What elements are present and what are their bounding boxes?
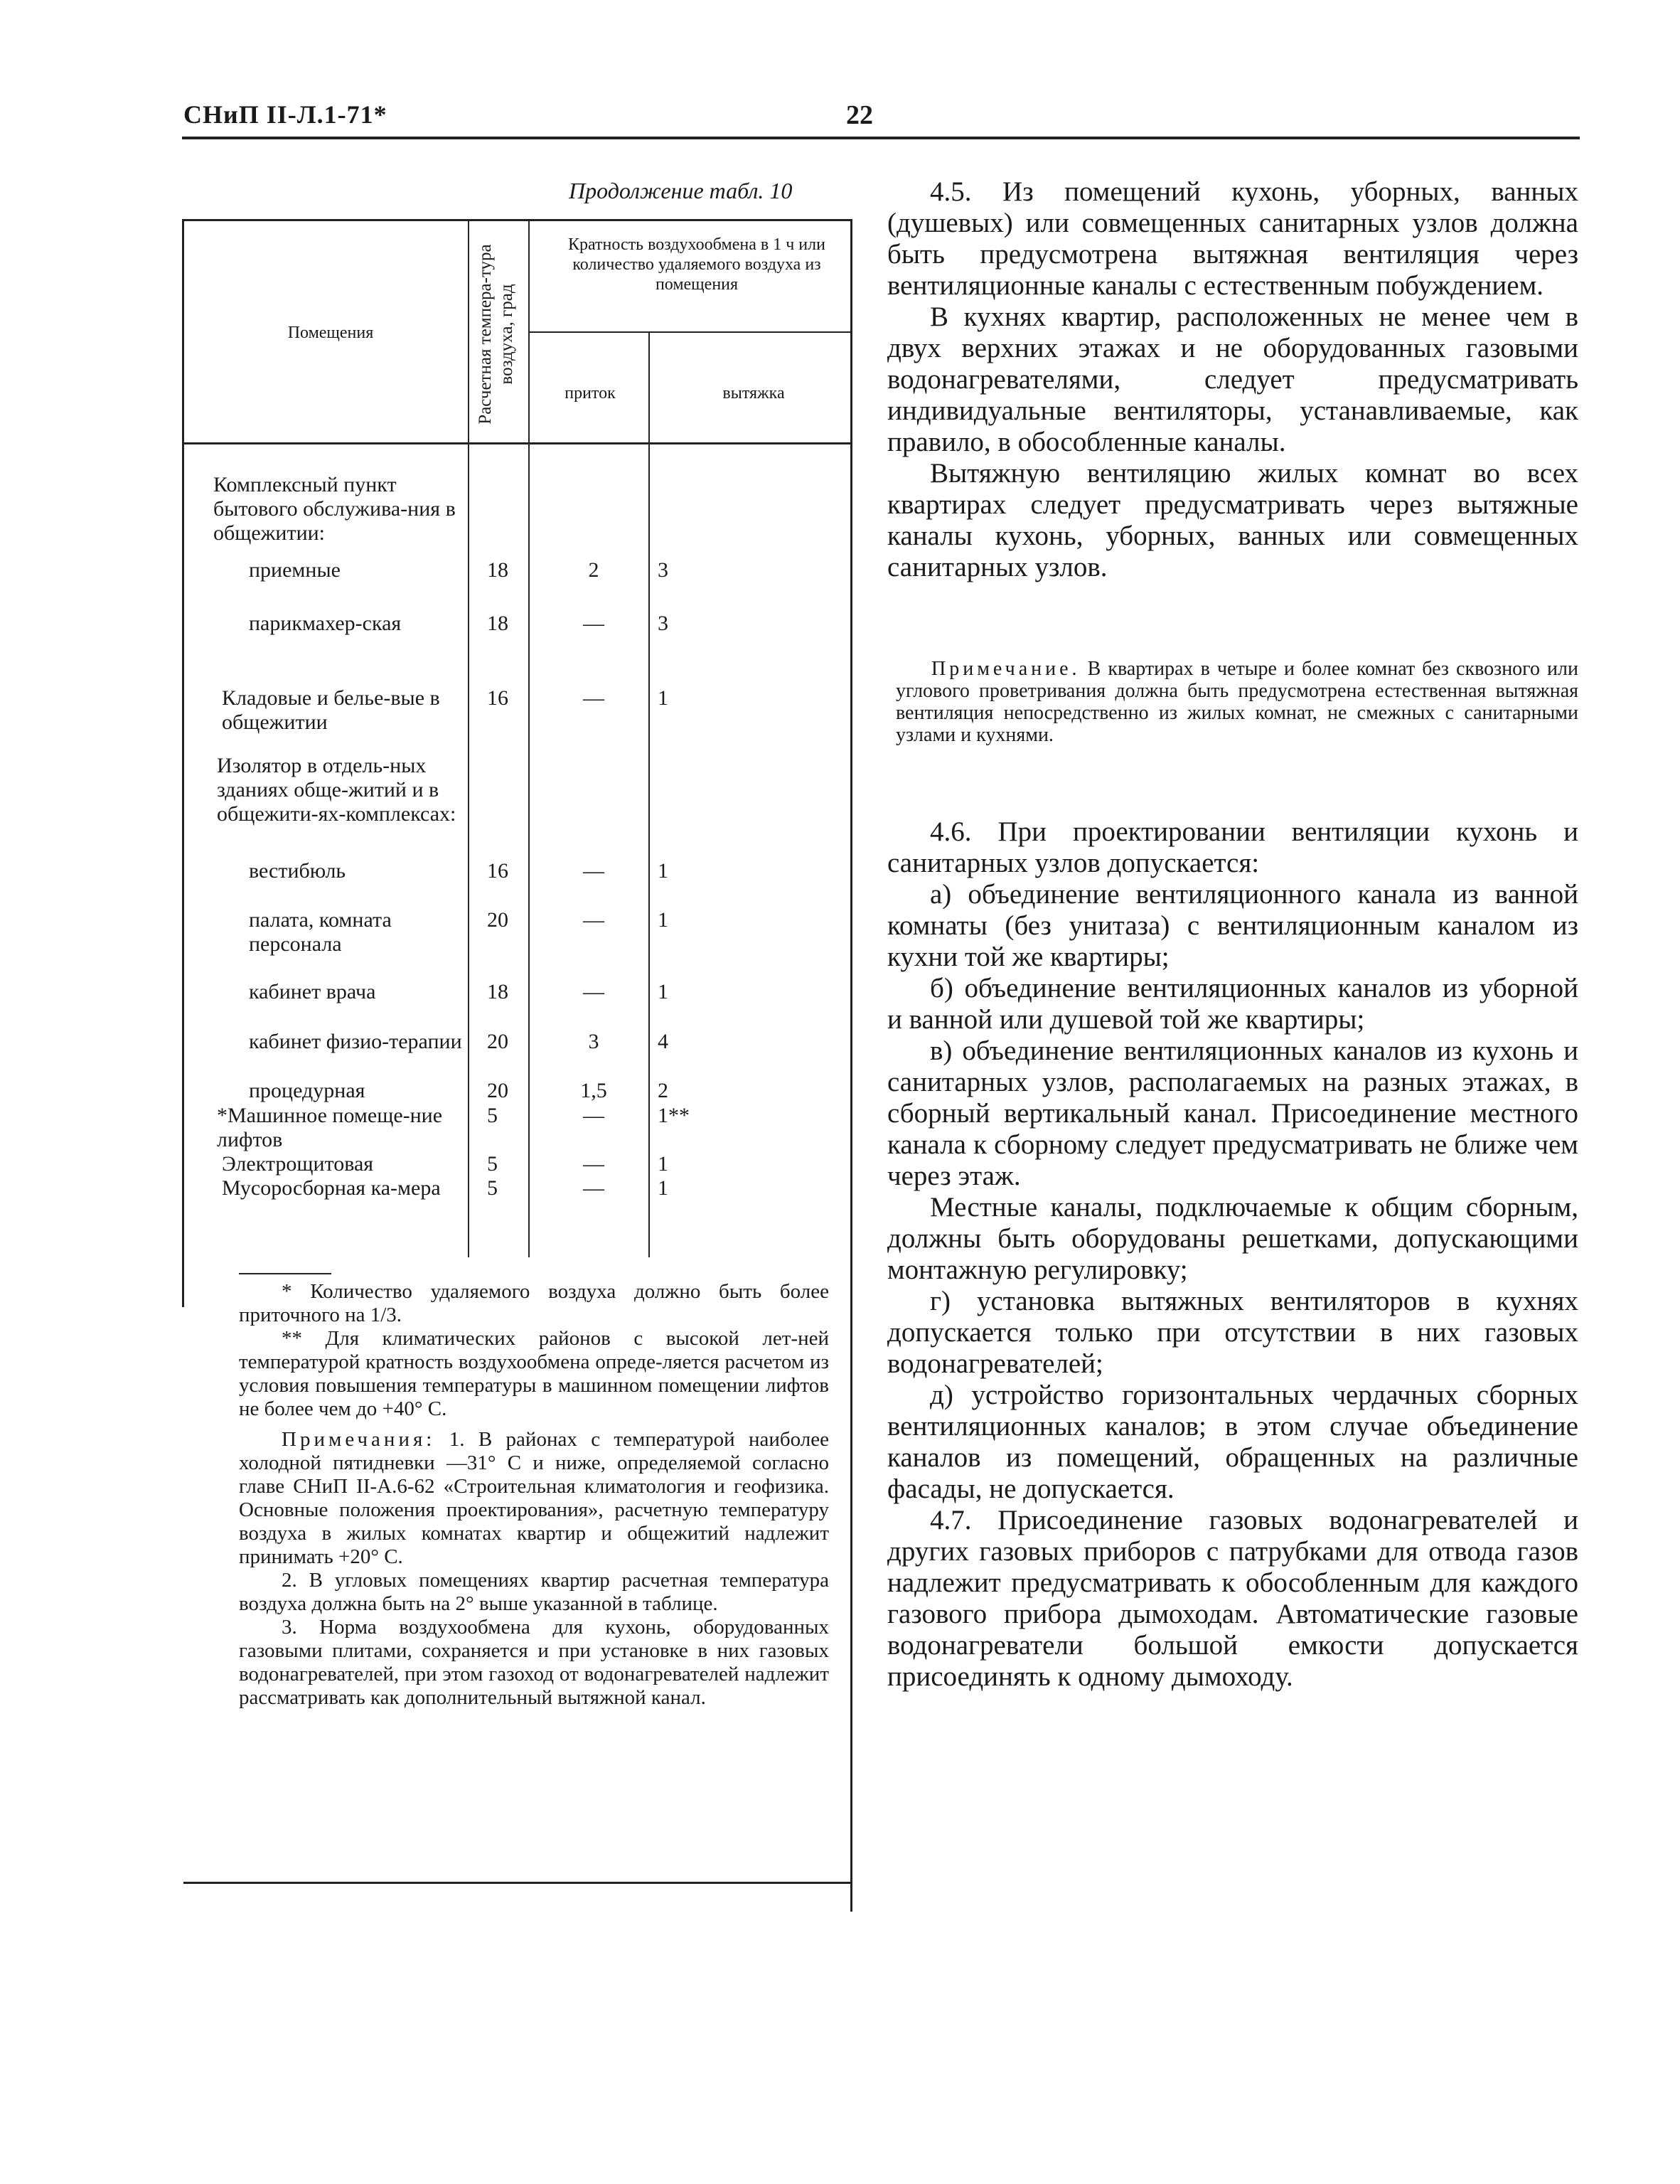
item-a: а) объединение вентиляционного канала из ванной комнаты (без унитаза) с вентиляционным каналом из кухни той же квартиры; (887, 879, 1578, 972)
row-name: Комплексный пункт бытового обслужива-ния в общежитии: (213, 473, 456, 545)
row-name: вестибюль (249, 859, 346, 883)
row-name: парикмахер-ская (249, 612, 402, 635)
header-rule (182, 137, 1580, 139)
page-number: 22 (846, 100, 873, 130)
row-temp: 20 (487, 1079, 508, 1102)
table-subhead-rule (530, 331, 852, 333)
row-name: приемные (249, 558, 341, 582)
row-inflow: — (583, 859, 604, 883)
note-3: 3. Норма воздухообмена для кухонь, оборудованных газовыми плитами, сохраняется и при установке в них газовых водонагревателей, при этом газоход от водонагревателей надлежит рассматривать как дополнительный вытяжной канал. (239, 1616, 829, 1709)
header-inflow: приток (565, 384, 616, 403)
item-g: г) установка вытяжных вентиляторов в кухнях допускается только при отсутствии в них газовых водонагревателей; (887, 1286, 1578, 1379)
row-inflow: — (583, 686, 604, 710)
row-inflow: 1,5 (580, 1079, 607, 1102)
row-name: палата, комната персонала (249, 908, 392, 956)
header-exchange-rate: Кратность воздухообмена в 1 ч или количество удаляемого воздуха из помещения (568, 235, 825, 294)
row-inflow: 2 (588, 558, 599, 582)
row-inflow: — (583, 612, 604, 635)
table-col-divider (648, 331, 650, 1257)
row-temp: 20 (487, 1030, 508, 1053)
row-inflow: — (583, 1176, 604, 1200)
row-exhaust: 1** (658, 1104, 690, 1127)
footnote-1: * Количество удаляемого воздуха должно быть более приточного на 1/3. (239, 1280, 829, 1326)
table-bottom-rule (183, 1882, 852, 1884)
row-exhaust: 4 (658, 1030, 668, 1053)
notes-label: Примечания: (282, 1428, 436, 1451)
right-note (896, 658, 1578, 746)
row-temp: 5 (487, 1152, 498, 1176)
row-temp: 16 (487, 686, 508, 710)
row-temp: 20 (487, 908, 508, 932)
footnote-rule (239, 1273, 331, 1274)
header-rooms: Помещения (287, 324, 374, 342)
row-inflow: — (583, 1152, 604, 1176)
row-inflow: 3 (588, 1030, 599, 1053)
table-continuation: Продолжение табл. 10 (569, 178, 793, 203)
table-col-divider (468, 219, 469, 1257)
item-v: в) объединение вентиляционных каналов из кухонь и санитарных узлов, располагаемых на разных этажах, в сборный вертикальный канал. Присоединение местного канала к сборному следует предусматривать не ближе чем через этаж. (887, 1035, 1578, 1191)
row-exhaust: 1 (658, 980, 668, 1003)
row-temp: 18 (487, 612, 508, 635)
row-name: кабинет физио-терапии (249, 1030, 462, 1053)
table-head-rule (183, 442, 852, 444)
row-inflow: — (583, 980, 604, 1003)
row-temp: 18 (487, 980, 508, 1003)
row-name: процедурная (249, 1079, 365, 1102)
table-right-border (850, 219, 852, 1912)
row-exhaust: 1 (658, 686, 668, 710)
row-temp: 5 (487, 1104, 498, 1127)
item-d: д) устройство горизонтальных чердачных сборных вентиляционных каналов; в этом случае объединение каналов из помещений, обращенных на различные фасады, не допускается. (887, 1380, 1578, 1504)
note-label: Примечание. (931, 658, 1081, 680)
row-exhaust: 1 (658, 1152, 668, 1176)
footnotes (239, 1280, 829, 1710)
row-exhaust: 3 (658, 558, 668, 582)
row-exhaust: 1 (658, 908, 668, 932)
row-temp: 18 (487, 558, 508, 582)
header-exhaust: вытяжка (722, 384, 785, 403)
row-inflow: — (583, 908, 604, 932)
paragraph-4-6: 4.6. При проектировании вентиляции кухонь и санитарных узлов допускается: (887, 816, 1578, 878)
row-name: кабинет врача (249, 980, 376, 1003)
paragraph-4-7: 4.7. Присоединение газовых водонагревателей и других газовых приборов с патрубками для отвода газов надлежит предусматривать к обособленным для каждого газового прибора дымоходам. Автоматические газовые водонагреватели большой емкости допускается присоединять к одному дымоходу. (887, 1505, 1578, 1692)
paragraph-4-5-rooms: Вытяжную вентиляцию жилых комнат во всех квартирах следует предусматривать через вытяжные каналы кухонь, уборных, ванных или совмещенных санитарных узлов. (887, 458, 1578, 582)
row-name: Электрощитовая (222, 1152, 374, 1176)
header-temperature: Расчетная темпера-тура воздуха, град (476, 244, 516, 425)
item-b: б) объединение вентиляционных каналов из уборной и ванной или душевой той же квартиры; (887, 973, 1578, 1035)
table-top-rule (183, 219, 852, 221)
row-inflow: — (583, 1104, 604, 1127)
paragraph-4-5-kitchens: В кухнях квартир, расположенных не менее чем в двух верхних этажах и не оборудованных газовыми водонагревателями, следует предусматривать индивидуальные вентиляторы, устанавливаемые, как правило, в обособленные каналы. (887, 302, 1578, 457)
row-temp: 5 (487, 1176, 498, 1200)
right-column-bottom (887, 816, 1578, 1693)
right-column-top (887, 176, 1578, 583)
document-code: СНиП II-Л.1-71* (183, 100, 387, 129)
note-text: В квартирах в четыре и более комнат без сквозного или углового проветривания должна быть предусмотрена естественная вытяжная вентиляция непосредственно из жилых комнат, не смежных с санитарными узлами и кухнями. (896, 658, 1578, 746)
row-name: Кладовые и белье-вые в общежитии (222, 686, 440, 734)
footnote-2: ** Для климатических районов с высокой лет-ней температурой кратность воздухообмена опреде-ляется расчетом из условия повышения температуры в машинном помещении лифтов не более чем до +40° С. (239, 1327, 829, 1420)
row-exhaust: 2 (658, 1079, 668, 1102)
item-v-continued: Местные каналы, подключаемые к общим сборным, должны быть оборудованы решетками, допускающими монтажную регулировку; (887, 1192, 1578, 1285)
row-name: Мусоросборная ка-мера (222, 1176, 441, 1200)
row-exhaust: 3 (658, 612, 668, 635)
table-left-border (182, 219, 184, 1307)
row-temp: 16 (487, 859, 508, 883)
row-name: Изолятор в отдель-ных зданиях обще-житий и в общежити-ях-комплексах: (217, 754, 456, 826)
row-exhaust: 1 (658, 1176, 668, 1200)
note-1: 1. В районах с температурой наиболее холодной пятидневки —31° С и ниже, определяемой согласно главе СНиП II-А.6-62 «Строительная климатология и геофизика. Основные положения проектирования», расчетную температуру воздуха в жилых комнатах квартир и общежитий надлежит принимать +20° С. (239, 1428, 830, 1568)
note-2: 2. В угловых помещениях квартир расчетная температура воздуха должна быть на 2° выше указанной в таблице. (239, 1569, 829, 1615)
paragraph-4-5: 4.5. Из помещений кухонь, уборных, ванных (душевых) или совмещенных санитарных узлов должна быть предусмотрена вытяжная вентиляция через вентиляционные каналы с естественным побуждением. (887, 176, 1578, 301)
row-name: *Машинное помеще-ние лифтов (217, 1104, 443, 1151)
row-exhaust: 1 (658, 859, 668, 883)
